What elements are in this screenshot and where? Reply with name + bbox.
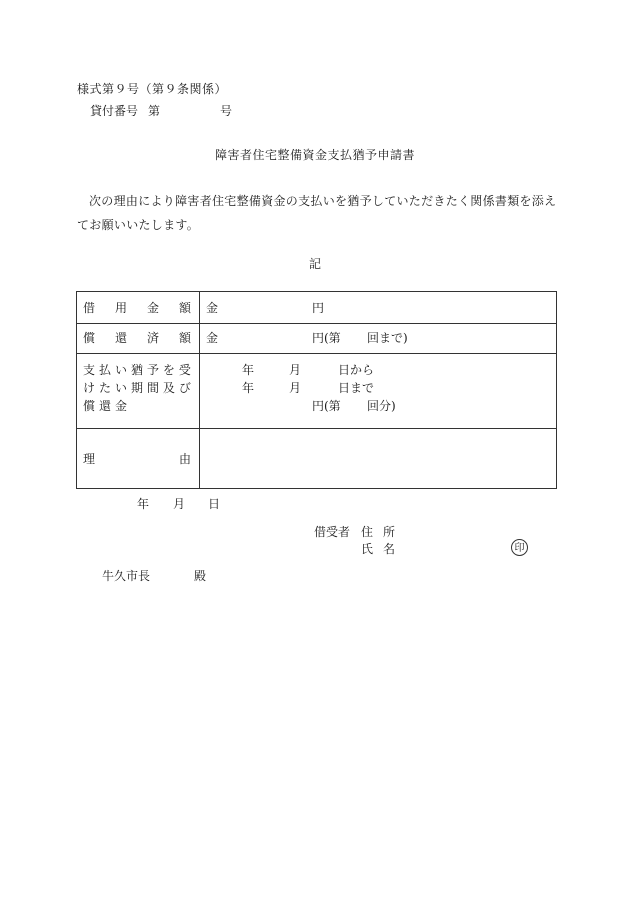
label-char: 済 [146, 331, 159, 345]
from-day: 日から [338, 363, 375, 377]
label-char: い [114, 363, 127, 377]
label-char: 借 [83, 301, 96, 315]
address-label-char: 所 [383, 525, 396, 539]
address-label-char: 住 [361, 525, 374, 539]
deferral-amount-suffix: 回分) [367, 399, 396, 413]
from-year: 年 [242, 363, 255, 377]
repaid-amount-unit: 円(第 [312, 331, 341, 345]
row-divider [77, 353, 556, 354]
label-char: 額 [178, 301, 191, 315]
request-statement: 次の理由により障害者住宅整備資金の支払いを猶予していただきたく関係書類を添えてお願いいたします。 [77, 194, 557, 232]
label-char: 償 [83, 331, 96, 345]
label-char: 払 [98, 363, 111, 377]
document-title: 障害者住宅整備資金支払猶予申請書 [214, 148, 415, 162]
label-char: 用 [114, 301, 127, 315]
from-month: 月 [289, 363, 302, 377]
application-table [76, 291, 557, 489]
to-year: 年 [242, 381, 255, 395]
date-day: 日 [208, 497, 221, 511]
label-char: 還 [114, 331, 127, 345]
label-char: 期 [130, 381, 143, 395]
seal-mark: 印 [511, 539, 528, 556]
label-char: び [178, 381, 191, 395]
column-divider [199, 292, 200, 488]
label-char: 由 [178, 452, 191, 466]
deferral-label-line1 [83, 364, 191, 376]
borrowed-amount-label [83, 302, 191, 314]
deferral-amount-unit: 円(第 [312, 399, 341, 413]
borrowed-amount-prefix: 金 [206, 301, 219, 315]
name-label-char: 名 [383, 542, 396, 556]
borrowed-amount-unit: 円 [312, 301, 325, 315]
to-day: 日まで [338, 381, 375, 395]
label-char: 支 [83, 363, 96, 377]
repaid-amount-suffix: 回まで) [367, 331, 408, 345]
addressee-mayor: 牛久市長 [102, 569, 151, 583]
label-char: 及 [162, 381, 175, 395]
label-char: 理 [83, 452, 96, 466]
label-char: け [83, 381, 96, 395]
addressee-honorific: 殿 [194, 569, 207, 583]
deferral-label-line2 [83, 382, 191, 394]
loan-number-label: 貸付番号 [90, 104, 139, 118]
ki-marker: 記 [308, 257, 321, 271]
label-char: 額 [178, 331, 191, 345]
label-char: い [114, 381, 127, 395]
row-divider [77, 323, 556, 324]
borrower-role: 借受者 [314, 525, 351, 539]
repaid-amount-prefix: 金 [206, 331, 219, 345]
loan-number-suffix: 号 [220, 104, 233, 118]
date-year: 年 [137, 497, 150, 511]
name-label-char: 氏 [361, 542, 374, 556]
form-number: 様式第９号（第９条関係） [77, 82, 228, 96]
date-month: 月 [173, 497, 186, 511]
label-char: た [98, 381, 111, 395]
repaid-amount-label [83, 332, 191, 344]
deferral-label-line3: 償還金 [83, 399, 132, 413]
label-char: 受 [178, 363, 191, 377]
label-char: 予 [146, 363, 159, 377]
label-char: を [162, 363, 175, 377]
to-month: 月 [289, 381, 302, 395]
loan-number-prefix: 第 [148, 104, 161, 118]
label-char: 間 [146, 381, 159, 395]
label-char: 金 [146, 301, 159, 315]
row-divider [77, 428, 556, 429]
label-char: 猶 [130, 363, 143, 377]
reason-label [83, 453, 191, 465]
